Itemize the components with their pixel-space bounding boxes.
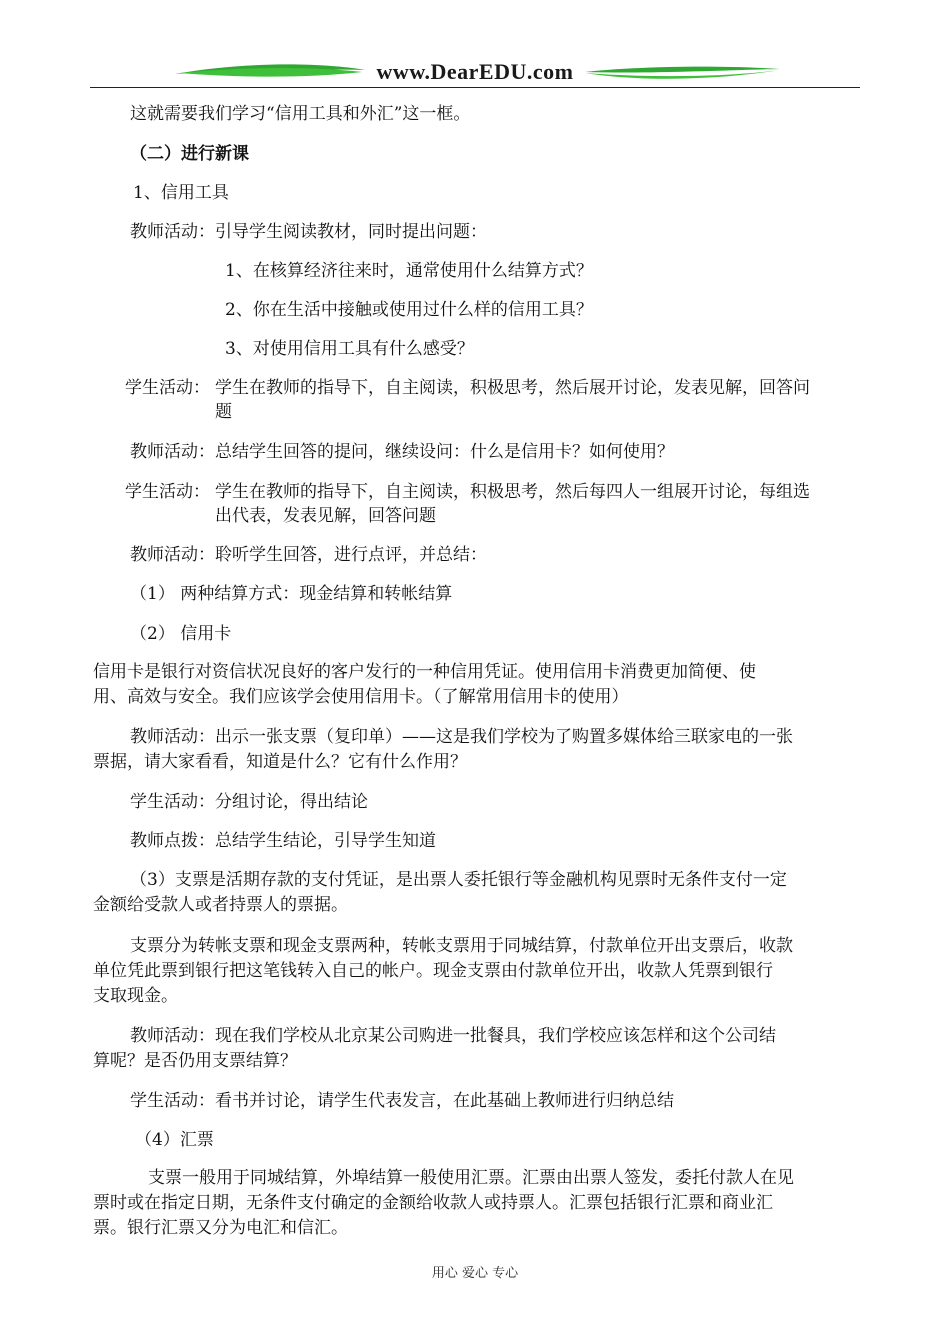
numbered-item: （4）汇票 <box>135 1130 214 1150</box>
paragraph-line: 票据，请大家看看，知道是什么？它有什么作用？ <box>93 752 467 772</box>
student-activity-label: 学生活动： <box>125 482 210 502</box>
paragraph-line: 教师活动：现在我们学校从北京某公司购进一批餐具，我们学校应该怎样和这个公司结 <box>130 1026 776 1046</box>
site-header-banner <box>90 56 860 90</box>
numbered-item: （2） 信用卡 <box>130 624 232 644</box>
paragraph-line: 金额给受款人或者持票人的票据。 <box>93 895 348 915</box>
paragraph-line: 支票分为转帐支票和现金支票两种，转帐支票用于同城结算，付款单位开出支票后，收款 <box>130 936 793 956</box>
subsection-heading: 1、信用工具 <box>133 183 229 203</box>
paragraph-line: 票。银行汇票又分为电汇和信汇。 <box>93 1218 348 1238</box>
paragraph-line: 单位凭此票到银行把这笔钱转入自己的帐户。现金支票由付款单位开出，收款人凭票到银行 <box>93 961 773 981</box>
paragraph-line: 用、高效与安全。我们应该学会使用信用卡。（了解常用信用卡的使用） <box>93 687 629 707</box>
paragraph: 学生活动：看书并讨论，请学生代表发言，在此基础上教师进行归纳总结 <box>130 1091 674 1111</box>
paragraph-line: 票时或在指定日期，无条件支付确定的金额给收款人或持票人。汇票包括银行汇票和商业汇 <box>93 1193 773 1213</box>
paragraph-line: 支票一般用于同城结算，外埠结算一般使用汇票。汇票由出票人签发，委托付款人在见 <box>148 1168 794 1188</box>
paragraph: 教师活动：聆听学生回答，进行点评，并总结： <box>130 545 487 565</box>
paragraph: 学生活动：分组讨论，得出结论 <box>130 792 368 812</box>
section-heading: （二）进行新课 <box>130 144 249 164</box>
paragraph-line: 题 <box>215 402 232 422</box>
question-item: 2、你在生活中接触或使用过什么样的信用工具？ <box>225 300 593 320</box>
page-footer: 用心 爱心 专心 <box>431 1266 519 1281</box>
paragraph-line: 出代表，发表见解，回答问题 <box>215 506 436 526</box>
paragraph-line: 学生在教师的指导下，自主阅读，积极思考，然后展开讨论，发表见解，回答问 <box>215 378 810 398</box>
paragraph-line: 教师活动：出示一张支票（复印单）——这是我们学校为了购置多媒体给三联家电的一张 <box>130 727 793 747</box>
paragraph: 这就需要我们学习“信用工具和外汇”这一框。 <box>130 104 471 124</box>
paragraph: 教师点拨：总结学生结论，引导学生知道 <box>130 831 436 851</box>
header-rule <box>90 87 860 88</box>
paragraph: 教师活动：总结学生回答的提问，继续设问：什么是信用卡？如何使用？ <box>130 442 674 462</box>
question-item: 3、对使用信用工具有什么感受？ <box>225 339 474 359</box>
paragraph-line: 支取现金。 <box>93 986 178 1006</box>
numbered-item: （1） 两种结算方式：现金结算和转帐结算 <box>130 584 453 604</box>
paragraph-line: 学生在教师的指导下，自主阅读，积极思考，然后每四人一组展开讨论，每组选 <box>215 482 810 502</box>
paragraph-line: （3）支票是活期存款的支付凭证，是出票人委托银行等金融机构见票时无条件支付一定 <box>130 870 787 890</box>
paragraph-line: 算呢？是否仍用支票结算？ <box>93 1051 297 1071</box>
student-activity-label: 学生活动： <box>125 378 210 398</box>
paragraph-line: 信用卡是银行对资信状况良好的客户发行的一种信用凭证。使用信用卡消费更加简便、使 <box>93 662 756 682</box>
site-logo-text[interactable]: www.DearEDU.com <box>376 59 574 84</box>
paragraph: 教师活动：引导学生阅读教材，同时提出问题： <box>130 222 487 242</box>
question-item: 1、在核算经济往来时，通常使用什么结算方式？ <box>225 261 593 281</box>
